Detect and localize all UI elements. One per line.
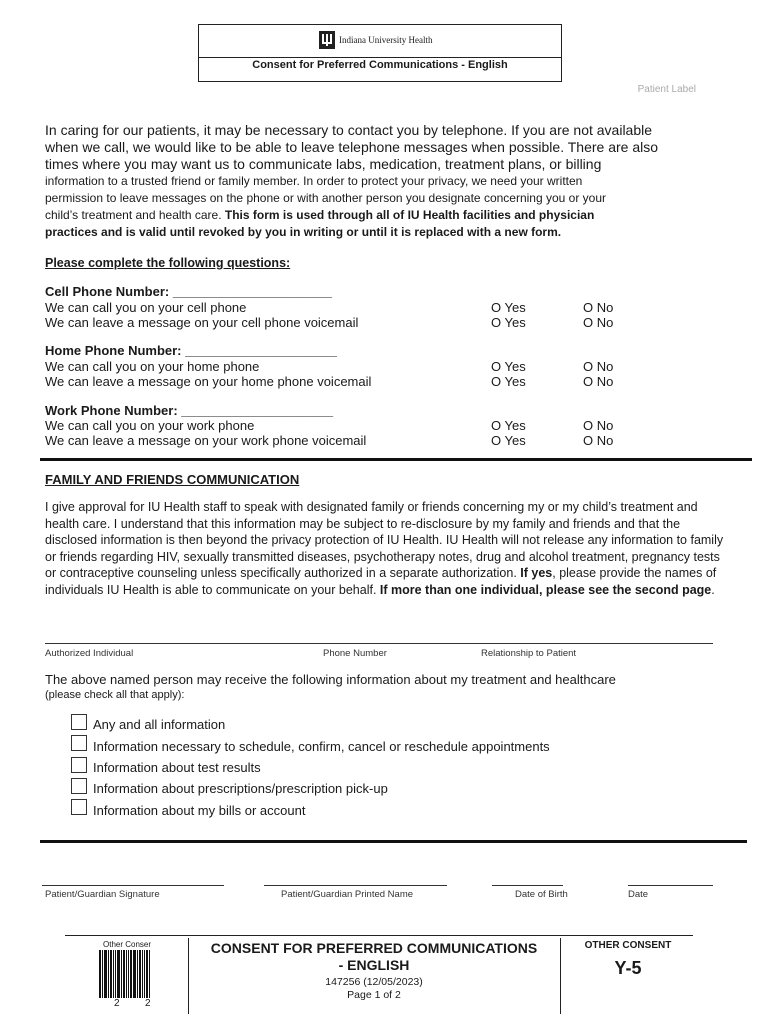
intro-bold: practices and is valid until revoked by you in writing or until it is replaced with a new form. [45,225,562,239]
cell-phone-field[interactable]: Cell Phone Number: ______________________ [45,284,332,299]
intro-line: In caring for our patients, it may be necessary to contact you by telephone. If you are not available [45,122,653,138]
date-label: Date [628,889,649,900]
family-heading: FAMILY AND FRIENDS COMMUNICATION [45,472,300,487]
form-title: Consent for Preferred Communications - English [252,59,508,71]
work-voicemail-question: We can leave a message on your work phone voicemail [45,433,367,448]
iu-health-logo [319,31,432,49]
barcode-caption: Other Conser [103,940,152,949]
intro-line: times where you may want us to communicate labs, medication, treatment plans, or billing [45,156,602,172]
header-divider [199,57,561,58]
intro-line: child’s treatment and health care. [45,208,225,222]
option-schedule: Information necessary to schedule, confirm, cancel or reschedule appointments [93,739,550,754]
form-code: Y-5 [614,958,642,978]
check-hint: (please check all that apply): [45,689,185,701]
phone-number-label: Phone Number [323,648,387,659]
printed-name-label: Patient/Guardian Printed Name [281,889,414,900]
printed-name-line[interactable] [264,885,447,886]
option-prescriptions: Information about prescriptions/prescription pick-up [93,781,388,796]
section-divider [40,458,752,461]
home-phone-field[interactable]: Home Phone Number: _____________________ [45,343,337,358]
work-voicemail-yes[interactable]: O Yes [491,433,526,448]
intro-line: permission to leave messages on the phone or with another person you designate concerning you or your [45,191,607,205]
footer-divider-left [188,938,189,1014]
intro-paragraph [45,122,725,241]
patient-label: Patient Label [637,84,696,95]
home-call-no[interactable]: O No [583,359,614,374]
intro-line: when we call, we would like to be able to leave telephone messages when possible. There are also [45,139,658,155]
footer-title-line: CONSENT FOR PREFERRED COMMUNICATIONS [210,940,538,956]
footer-title [190,940,558,974]
work-voicemail-no[interactable]: O No [583,433,614,448]
checkbox-test-results[interactable] [71,757,87,773]
checkbox-any-all[interactable] [71,714,87,730]
cell-call-no[interactable]: O No [583,300,614,315]
checkbox-bills[interactable] [71,799,87,815]
family-second-page-note: If more than one individual, please see the second page [379,582,712,597]
family-text-mid: , please provide the names of individuals IU Health is able to communicate on your behalf. [45,566,717,597]
dob-label: Date of Birth [515,889,568,900]
signature-line[interactable] [42,885,224,886]
home-call-yes[interactable]: O Yes [491,359,526,374]
form-number: 147256 (12/05/2023) [325,976,423,988]
questions-heading: Please complete the following questions: [45,256,291,270]
section-divider [40,840,747,843]
cell-voicemail-no[interactable]: O No [583,315,614,330]
family-text: I give approval for IU Health staff to speak with designated family or friends concerning my or my child’s treatment and health care. I understand that this information may be subject to re-disclosure by my family and friends and that the disclosed information is then beyond the privacy protection of IU Health. IU Health will not release any information to family or friends regarding HIV, sexually transmitted diseases, psychotherapy notes, drug and alcohol treatment, pregnancy tests or contraceptive counseling unless specifically authorized in a separate authorization. [45,500,724,580]
home-voicemail-no[interactable]: O No [583,374,614,389]
dob-line[interactable] [492,885,563,886]
cell-call-yes[interactable]: O Yes [491,300,526,315]
signature-label: Patient/Guardian Signature [45,889,160,900]
family-if-yes: If yes [520,566,553,580]
authorized-individual-label: Authorized Individual [45,648,134,659]
header-box [198,24,562,82]
option-test-results: Information about test results [93,760,261,775]
page-number: Page 1 of 2 [347,989,401,1001]
option-any-all: Any and all information [93,717,226,732]
date-line[interactable] [628,885,713,886]
footer-top-line [65,935,693,936]
family-text-end: . [711,582,715,597]
footer-meta [190,976,558,1002]
work-call-yes[interactable]: O Yes [491,418,526,433]
family-paragraph [45,499,725,598]
home-voicemail-yes[interactable]: O Yes [491,374,526,389]
intro-bold: This form is used through all of IU Health facilities and physician [224,208,595,222]
authorized-individual-line[interactable] [45,643,713,644]
relationship-label: Relationship to Patient [481,648,577,659]
checkbox-schedule[interactable] [71,735,87,751]
work-call-no[interactable]: O No [583,418,614,433]
cell-call-question: We can call you on your cell phone [45,300,247,315]
work-phone-field[interactable]: Work Phone Number: _____________________ [45,403,334,418]
intro-line: information to a trusted friend or family member. In order to protect your privacy, we need your written [45,174,583,188]
barcode-image [99,950,159,998]
barcode-number: 2 [114,998,120,1009]
receive-text: The above named person may receive the following information about my treatment and healthcare [45,672,616,687]
cell-voicemail-yes[interactable]: O Yes [491,315,526,330]
cell-voicemail-question: We can leave a message on your cell phone voicemail [45,315,359,330]
home-voicemail-question: We can leave a message on your home phone voicemail [45,374,372,389]
option-bills: Information about my bills or account [93,803,306,818]
footer-title-line: - ENGLISH [338,957,410,973]
org-name: Indiana University Health [339,35,433,45]
work-call-question: We can call you on your work phone [45,418,255,433]
barcode-number: 2 [145,998,151,1009]
form-category: OTHER CONSENT [584,940,672,951]
home-call-question: We can call you on your home phone [45,359,260,374]
checkbox-prescriptions[interactable] [71,778,87,794]
iu-trident-icon [319,31,335,49]
